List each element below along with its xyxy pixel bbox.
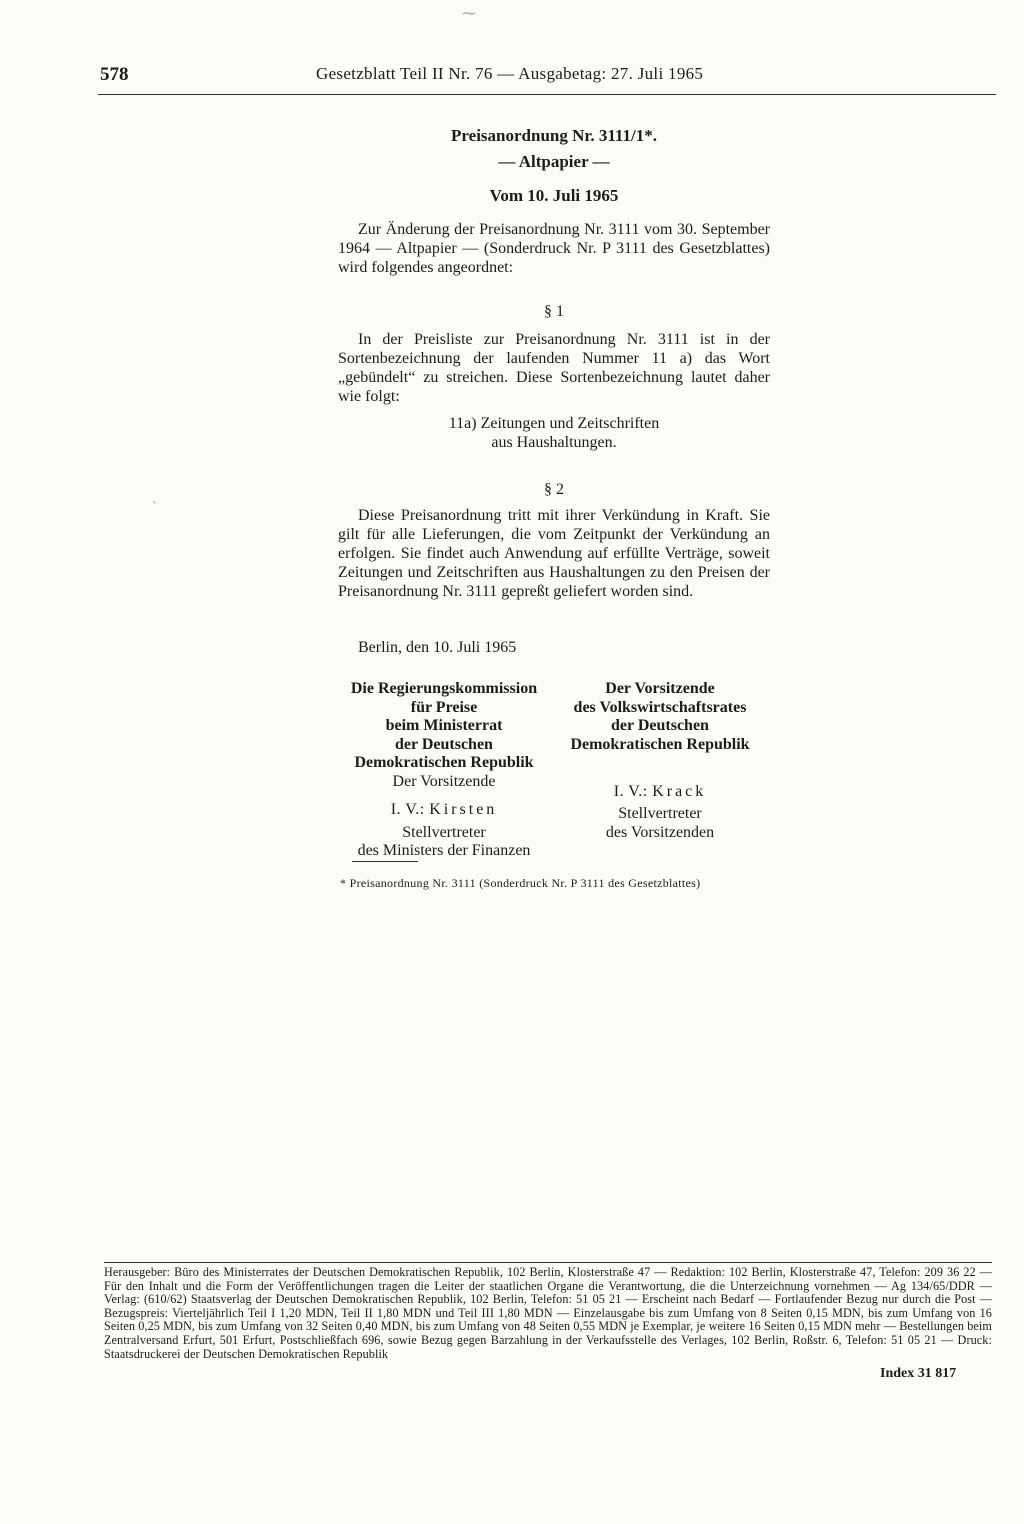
running-head: Gesetzblatt Teil II Nr. 76 — Ausgabetag: 27. Juli 1965	[316, 64, 704, 83]
signature-authority-line: der Deutschen	[395, 735, 493, 753]
ordinance-date: Vom 10. Juli 1965	[489, 186, 619, 205]
signature-authority-line: beim Ministerrat	[385, 717, 503, 734]
section-2-text: Diese Preisanordnung tritt mit ihrer Verkündung in Kraft. Sie gilt für alle Lieferungen, die vom Zeitpunkt der Verkündung an erfolgen. Sie findet auch Anwendung auf erfüllte Verträge, soweit Zeitungen und Zeitschriften aus Haushaltungen zu den Preisen der Preisanordnung Nr. 3111 gepreßt geliefert worden sind.	[338, 507, 770, 600]
section-2-heading: § 2	[544, 481, 564, 498]
signature-authority-line: für Preise	[410, 698, 478, 716]
signer-line	[334, 801, 554, 820]
index-number: Index 31 817	[880, 1366, 957, 1381]
signature-authority-line: Der Vorsitzende	[392, 772, 496, 790]
section-1-heading: § 1	[544, 303, 564, 320]
footnote-rule	[352, 861, 418, 862]
signer-line	[550, 783, 770, 802]
scan-mark: ⁓	[462, 7, 476, 22]
signature-authority-line: Die Regierungskommission	[350, 680, 538, 697]
intro-paragraph: Zur Änderung der Preisanordnung Nr. 3111 vom 30. September 1964 — Altpapier — (Sonderdruck Nr. P 3111 des Gesetzblattes) wird folgendes angeordnet:	[338, 221, 770, 276]
signature-authority-line: Demokratischen Republik	[354, 754, 534, 771]
signer-name: Kirsten	[429, 801, 498, 818]
signature-authority-line: der Deutschen	[611, 717, 709, 734]
signer-prefix: I. V.:	[613, 782, 648, 800]
signer-name: Krack	[652, 782, 707, 800]
signer-role: des Ministers der Finanzen	[357, 842, 531, 859]
signature-authority-line: Demokratischen Republik	[570, 735, 750, 753]
section-1-text: In der Preisliste zur Preisanordnung Nr. 3111 ist in der Sortenbezeichnung der laufenden Nummer 11 a) das Wort „gebündelt“ zu streichen. Diese Sortenbezeichnung lautet daher wie folgt:	[338, 331, 770, 405]
scan-mark: ˋ	[152, 500, 157, 515]
footnote: * Preisanordnung Nr. 3111 (Sonderdruck Nr. P 3111 des Gesetzblattes)	[340, 876, 701, 890]
signature-block-right	[550, 680, 770, 842]
signer-role: des Vorsitzenden	[605, 823, 715, 841]
signature-authority-line: Der Vorsitzende	[605, 680, 715, 697]
place-date: Berlin, den 10. Juli 1965	[358, 639, 517, 656]
signer-prefix: I. V.:	[390, 801, 425, 818]
signature-block-left	[334, 680, 554, 861]
quote-line: 11a) Zeitungen und Zeitschriften	[448, 415, 660, 432]
header-rule	[98, 94, 996, 95]
imprint-rule	[104, 1262, 992, 1263]
imprint-text: Herausgeber: Büro des Ministerrates der Deutschen Demokratischen Republik, 102 Berlin, Klosterstraße 47 — Redaktion: 102 Berlin, Klosterstraße 47, Telefon: 209 36 22 — Für den Inhalt und die Form der Veröffentlichungen tragen die Leiter der staatlichen Organe die Verantwortung, die die Unterzeichnung vornehmen — Ag 134/65/DDR — Verlag: (610/62) Staatsverlag der Deutschen Demokratischen Republik, 102 Berlin, Telefon: 51 05 21 — Erscheint nach Bedarf — Fortlaufender Bezug nur durch die Post — Bezugspreis: Vierteljährlich Teil I 1,20 MDN, Teil II 1,80 MDN und Teil III 1,80 MDN — Einzelausgabe bis zum Umfang von 8 Seiten 0,15 MDN, bis zum Umfang von 16 Seiten 0,25 MDN, bis zum Umfang von 32 Seiten 0,40 MDN, bis zum Umfang von 48 Seiten 0,55 MDN je Exemplar, je weitere 16 Seiten 0,15 MDN mehr — Bestellungen beim Zentralversand Erfurt, 501 Erfurt, Postschließfach 696, sowie Bezug gegen Barzahlung in der Verkaufsstelle des Verlages, 102 Berlin, Roßstr. 6, Telefon: 51 05 21 — Druck: Staatsdruckerei der Deutschen Demokratischen Republik	[104, 1265, 992, 1361]
signer-role: Stellvertreter	[402, 823, 486, 841]
section-1-quote	[338, 414, 770, 452]
ordinance-title: Preisanordnung Nr. 3111/1*.	[451, 126, 657, 145]
ordinance-subject: — Altpapier —	[498, 152, 610, 171]
quote-line: aus Haushaltungen.	[491, 434, 617, 451]
signer-role: Stellvertreter	[618, 805, 702, 822]
signature-authority-line: des Volkswirtschaftsrates	[573, 698, 747, 716]
page-number: 578	[100, 64, 129, 85]
